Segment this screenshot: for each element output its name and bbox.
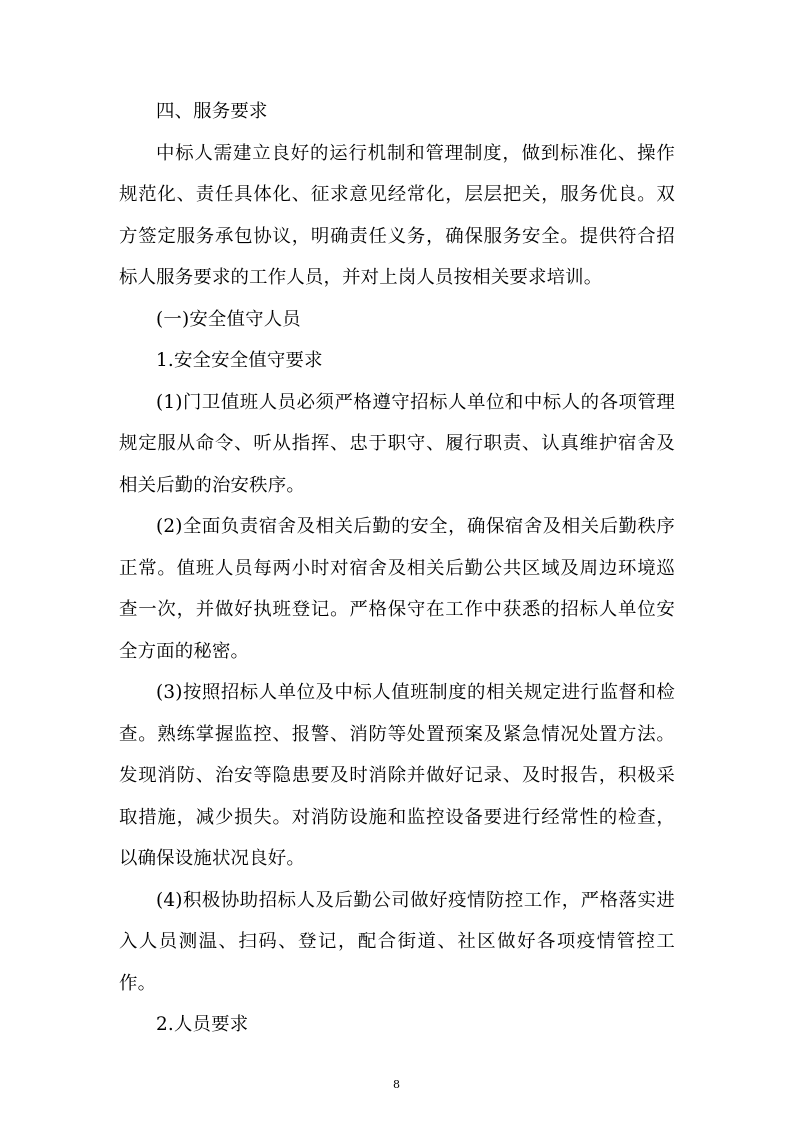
section-heading: 四、服务要求	[156, 101, 268, 122]
subsection-heading: (一)安全值守人员	[156, 308, 301, 330]
body-paragraph: 中标人需建立良好的运行机制和管理制度，做到标准化、操作规范化、责任具体化、征求意见经常化，层层把关，服务优良。双方签定服务承包协议，明确责任义务，确保服务安全。提供符合招标人服务要求的工作人员，并对上岗人员按相关要求培训。	[119, 142, 675, 288]
list-item-paragraph: (1)门卫值班人员必须严格遵守招标人单位和中标人的各项管理规定服从命令、听从指挥、忠于职守、履行职责、认真维护宿舍及相关后勤的治安秩序。	[119, 391, 675, 496]
list-item-paragraph: (4)积极协助招标人及后勤公司做好疫情防控工作，严格落实进入人员测温、扫码、登记，配合街道、社区做好各项疫情管控工作。	[119, 889, 675, 994]
list-item-paragraph: (2)全面负责宿舍及相关后勤的安全，确保宿舍及相关后勤秩序正常。值班人员每两小时对宿舍及相关后勤公共区域及周边环境巡查一次，并做好执班登记。严格保守在工作中获悉的招标人单位安全方面的秘密。	[119, 516, 675, 662]
page-number: 8	[393, 1078, 400, 1091]
sub-subsection-heading: 1.安全安全值守要求	[156, 350, 323, 371]
document-body	[119, 91, 675, 1046]
list-item-paragraph: (3)按照招标人单位及中标人值班制度的相关规定进行监督和检查。熟练掌握监控、报警、消防等处置预案及紧急情况处置方法。发现消防、治安等隐患要及时消除并做好记录、及时报告，积极采取措施，减少损失。对消防设施和监控设备要进行经常性的检查，以确保设施状况良好。	[119, 682, 675, 869]
sub-subsection-heading: 2.人员要求	[156, 1014, 249, 1035]
